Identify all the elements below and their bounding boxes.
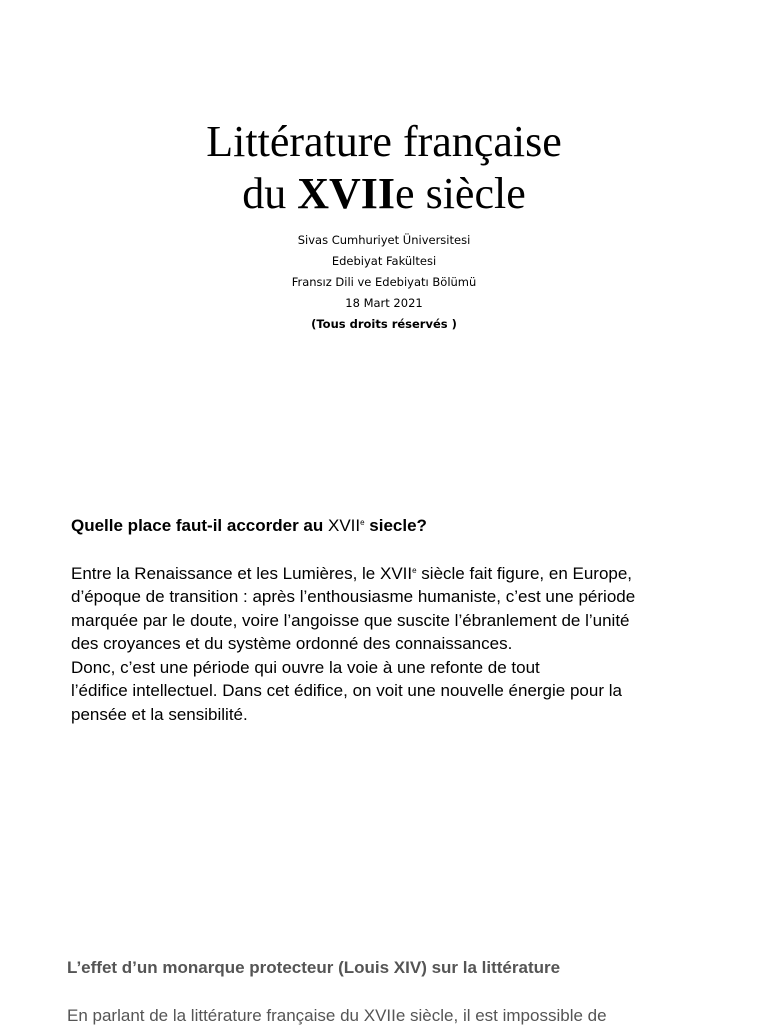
paragraph-1-line-3: marquée par le doute, voire l’angoisse que suscite l’ébranlement de l’unité <box>71 610 630 630</box>
section-2-paragraph: En parlant de la littérature française du XVIIe siècle, il est impossible de <box>67 1006 607 1025</box>
document-title <box>0 116 768 220</box>
title-line-2-prefix: du <box>242 169 298 218</box>
paragraph-2-line-3: pensée et la sensibilité. <box>71 704 248 724</box>
title-century-bold: XVII <box>297 169 396 218</box>
document-date: 18 Mart 2021 <box>345 296 423 310</box>
document-meta <box>0 230 768 335</box>
section-heading <box>71 514 721 538</box>
paragraph-1-start: Entre la Renaissance et les Lumières, le XVII <box>71 563 413 583</box>
heading-century: XVII <box>327 516 361 535</box>
section-monarch <box>67 956 727 1028</box>
heading-text-start: Quelle place faut-il accorder au <box>71 516 328 535</box>
paragraph-1-line-4: des croyances et du système ordonné des connaissances. <box>71 634 513 653</box>
paragraph-2 <box>71 656 721 727</box>
paragraph-1-superscript: e <box>412 565 417 575</box>
paragraph-1 <box>71 562 721 656</box>
heading-text-end: siecle? <box>364 516 427 535</box>
faculty-name: Edebiyat Fakültesi <box>331 254 437 268</box>
paragraph-2-line-1: Donc, c’est une période qui ouvre la voie à une refonte de tout <box>71 657 540 677</box>
university-name: Sivas Cumhuriyet Üniversitesi <box>297 233 471 247</box>
paragraph-1-line-2: d’époque de transition : après l’enthousiasme humaniste, c’est une période <box>71 587 636 606</box>
title-line-1: Littérature française <box>206 117 562 166</box>
section-intro <box>71 514 721 726</box>
department-name: Fransız Dili ve Edebiyatı Bölümü <box>291 275 477 289</box>
title-line-2-suffix: e siècle <box>395 169 526 218</box>
section-2-heading: L’effet d’un monarque protecteur (Louis XIV) sur la littérature <box>67 958 561 977</box>
rights-notice: (Tous droits réservés ) <box>311 317 457 331</box>
paragraph-2-line-2: l’édifice intellectuel. Dans cet édifice, on voit une nouvelle énergie pour la <box>71 681 622 700</box>
heading-superscript: e <box>360 518 365 527</box>
paragraph-1-line-1-end: siècle fait figure, en Europe, <box>416 563 633 583</box>
